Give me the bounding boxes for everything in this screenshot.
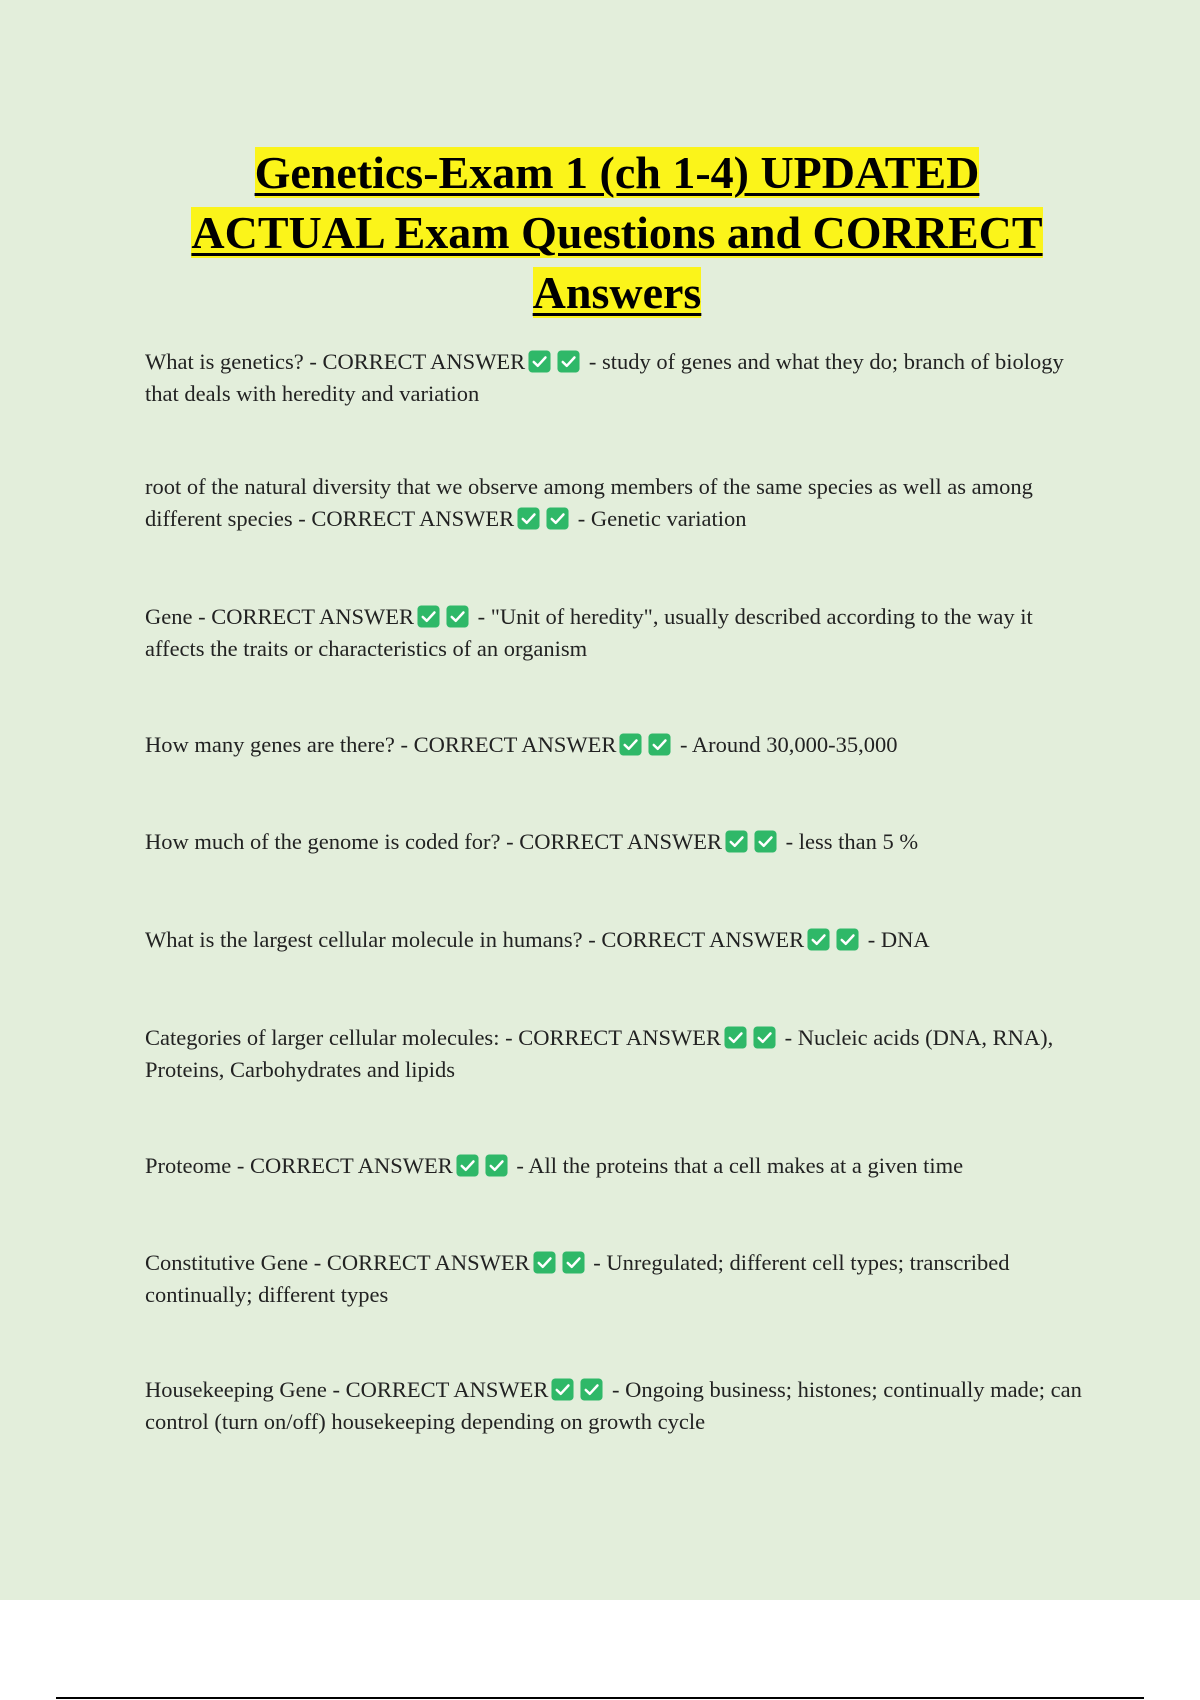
qa-item xyxy=(145,924,1090,956)
separator: - xyxy=(587,1250,607,1275)
document-title xyxy=(150,143,1084,323)
title-line-2: ACTUAL Exam Questions and CORRECT xyxy=(191,207,1043,258)
check-mark-icon xyxy=(417,605,440,628)
answer-text: DNA xyxy=(880,927,930,952)
separator: - xyxy=(510,1153,529,1178)
qa-item xyxy=(145,471,1090,535)
correct-answer-label: CORRECT ANSWER xyxy=(249,1153,453,1178)
correct-answer-label: CORRECT ANSWER xyxy=(601,927,805,952)
title-line-3: Answers xyxy=(532,267,702,318)
correct-answer-label: CORRECT ANSWER xyxy=(519,829,723,854)
separator: - xyxy=(862,927,881,952)
check-mark-icon xyxy=(724,1026,747,1049)
check-mark-icon xyxy=(580,1378,603,1401)
correct-answer-label: CORRECT ANSWER xyxy=(211,604,414,629)
separator: - xyxy=(394,732,414,757)
separator: - xyxy=(582,927,602,952)
correct-answer-label: CORRECT ANSWER xyxy=(322,349,526,374)
qa-item xyxy=(145,601,1090,665)
check-mark-icon xyxy=(533,1251,556,1274)
question-text: root of the natural diversity that we observe among members of the same species as well as among different species xyxy=(145,474,1033,531)
title-line-1: Genetics-Exam 1 (ch 1-4) UPDATED xyxy=(254,147,980,198)
separator: - xyxy=(500,829,520,854)
question-text: Housekeeping Gene xyxy=(145,1377,327,1402)
separator: - xyxy=(674,732,692,757)
question-text: Categories of larger cellular molecules: xyxy=(145,1025,500,1050)
check-mark-icon xyxy=(485,1154,508,1177)
correct-answer-label: CORRECT ANSWER xyxy=(311,506,515,531)
footer-divider xyxy=(56,1697,1144,1699)
separator: - xyxy=(192,604,212,629)
answer-text: less than 5 % xyxy=(798,829,919,854)
separator: - xyxy=(471,604,491,629)
separator: - xyxy=(499,1025,519,1050)
question-text: What is genetics? xyxy=(145,349,304,374)
separator: - xyxy=(583,349,602,374)
separator: - xyxy=(606,1377,626,1402)
answer-text: study of genes and what they do; branch of biology that deals with heredity and variation xyxy=(145,349,1064,406)
separator: - xyxy=(231,1153,250,1178)
check-mark-icon xyxy=(753,1026,776,1049)
separator: - xyxy=(778,1025,798,1050)
check-mark-icon xyxy=(562,1251,585,1274)
separator: - xyxy=(308,1250,327,1275)
check-mark-icon xyxy=(446,605,469,628)
question-text: Gene xyxy=(145,604,193,629)
answer-text: Ongoing business; histones; continually made; can control (turn on/off) housekeeping depending on growth cycle xyxy=(145,1377,1082,1434)
question-text: What is the largest cellular molecule in humans? xyxy=(145,927,583,952)
check-mark-icon xyxy=(807,928,830,951)
check-mark-icon xyxy=(456,1154,479,1177)
check-mark-icon xyxy=(619,733,642,756)
answer-text: Genetic variation xyxy=(590,506,747,531)
check-mark-icon xyxy=(517,507,540,530)
qa-item xyxy=(145,1374,1090,1438)
answer-text: All the proteins that a cell makes at a given time xyxy=(528,1153,964,1178)
check-mark-icon xyxy=(648,733,671,756)
check-mark-icon xyxy=(557,350,580,373)
correct-answer-label: CORRECT ANSWER xyxy=(345,1377,549,1402)
question-text: Proteome xyxy=(145,1153,232,1178)
check-mark-icon xyxy=(551,1378,574,1401)
separator: - xyxy=(326,1377,346,1402)
check-mark-icon xyxy=(528,350,551,373)
question-text: How many genes are there? xyxy=(145,732,395,757)
correct-answer-label: CORRECT ANSWER xyxy=(326,1250,530,1275)
answer-text: Nucleic acids (DNA, RNA), Proteins, Carbohydrates and lipids xyxy=(145,1025,1054,1082)
question-text: How much of the genome is coded for? xyxy=(145,829,501,854)
correct-answer-label: CORRECT ANSWER xyxy=(413,732,617,757)
qa-item xyxy=(145,346,1090,410)
qa-item xyxy=(145,826,1090,858)
check-mark-icon xyxy=(546,507,569,530)
qa-item xyxy=(145,1247,1090,1311)
answer-text: Unregulated; different cell types; transcribed continually; different types xyxy=(145,1250,1010,1307)
correct-answer-label: CORRECT ANSWER xyxy=(518,1025,721,1050)
separator: - xyxy=(303,349,323,374)
answer-text: "Unit of heredity", usually described according to the way it affects the traits or characteristics of an organism xyxy=(145,604,1033,661)
qa-item xyxy=(145,1150,1090,1182)
separator: - xyxy=(292,506,312,531)
check-mark-icon xyxy=(836,928,859,951)
qa-item xyxy=(145,1022,1090,1086)
answer-text: Around 30,000-35,000 xyxy=(691,732,898,757)
check-mark-icon xyxy=(754,830,777,853)
separator: - xyxy=(780,829,799,854)
question-text: Constitutive Gene xyxy=(145,1250,309,1275)
separator: - xyxy=(572,506,591,531)
check-mark-icon xyxy=(725,830,748,853)
qa-item xyxy=(145,729,1090,761)
